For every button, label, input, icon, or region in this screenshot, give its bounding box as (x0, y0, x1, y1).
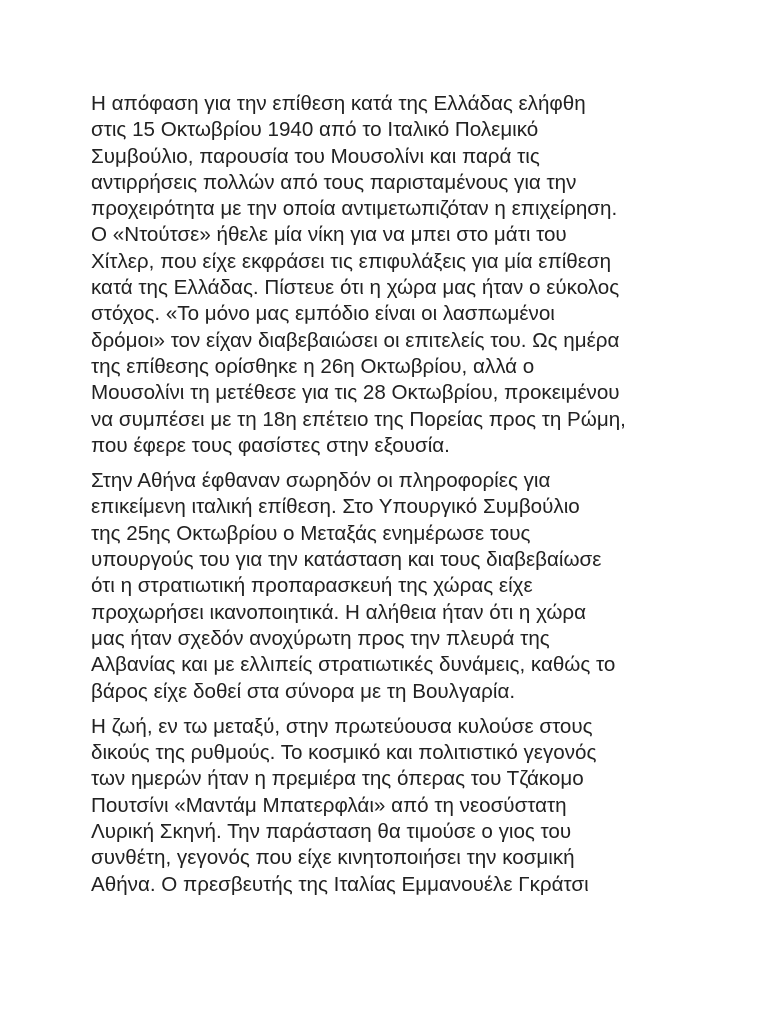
text-line: συνθέτη, γεγονός που είχε κινητοποιήσει την κοσμική (91, 846, 575, 870)
text-line: Η ζωή, εν τω μεταξύ, στην πρωτεύουσα κυλούσε στους (91, 714, 593, 738)
text-line: της επίθεσης ορίσθηκε η 26η Οκτωβρίου, αλλά ο (91, 354, 535, 378)
text-line: υπουργούς του για την κατάσταση και τους διαβεβαίωσε (91, 548, 602, 572)
text-line: Στην Αθήνα έφθαναν σωρηδόν οι πληροφορίες για (91, 469, 551, 493)
text-line: Χίτλερ, που είχε εκφράσει τις επιφυλάξεις για μία επίθεση (91, 249, 612, 273)
text-line: Μουσολίνι τη μετέθεσε για τις 28 Οκτωβρίου, προκειμένου (91, 381, 620, 405)
text-line: αντιρρήσεις πολλών από τους παρισταμένους για την (91, 170, 577, 194)
text-line: προχειρότητα με την οποία αντιμετωπιζόταν η επιχείρηση. (91, 197, 618, 221)
text-line: δικούς της ρυθμούς. Το κοσμικό και πολιτιστικό γεγονός (91, 741, 597, 765)
text-line: βάρος είχε δοθεί στα σύνορα με τη Βουλγαρία. (91, 679, 516, 703)
text-line: δρόμοι» τον είχαν διαβεβαιώσει οι επιτελείς του. Ως ημέρα (91, 328, 620, 352)
paragraph-1 (91, 91, 691, 459)
text-line: Αλβανίας και με ελλιπείς στρατιωτικές δυνάμεις, καθώς το (91, 653, 616, 677)
text-line: επικείμενη ιταλική επίθεση. Στο Υπουργικό Συμβούλιο (91, 495, 580, 519)
text-line: των ημερών ήταν η πρεμιέρα της όπερας του Τζάκομο (91, 767, 584, 791)
text-line: να συμπέσει με τη 18η επέτειο της Πορείας προς τη Ρώμη, (91, 407, 626, 431)
document-page (91, 91, 691, 898)
text-line: στις 15 Οκτωβρίου 1940 από το Ιταλικό Πολεμικό (91, 118, 539, 142)
paragraph-3 (91, 714, 691, 898)
paragraph-2 (91, 468, 691, 705)
text-line: μας ήταν σχεδόν ανοχύρωτη προς την πλευρά της (91, 626, 550, 650)
text-line: της 25ης Οκτωβρίου ο Μεταξάς ενημέρωσε τους (91, 521, 531, 545)
text-line: Ο «Ντούτσε» ήθελε μία νίκη για να μπει στο μάτι του (91, 223, 567, 247)
text-line: Αθήνα. Ο πρεσβευτής της Ιταλίας Εμμανουέλε Γκράτσι (91, 872, 589, 896)
text-line: κατά της Ελλάδας. Πίστευε ότι η χώρα μας ήταν ο εύκολος (91, 276, 620, 300)
text-line: στόχος. «Το μόνο μας εμπόδιο είναι οι λασπωμένοι (91, 302, 555, 326)
text-line: Λυρική Σκηνή. Την παράσταση θα τιμούσε ο γιος του (91, 820, 572, 844)
text-line: Πουτσίνι «Μαντάμ Μπατερφλάι» από τη νεοσύστατη (91, 793, 567, 817)
text-line: ότι η στρατιωτική προπαρασκευή της χώρας είχε (91, 574, 533, 598)
text-line: Η απόφαση για την επίθεση κατά της Ελλάδας ελήφθη (91, 92, 586, 115)
text-line: που έφερε τους φασίστες στην εξουσία. (91, 433, 450, 457)
text-line: προχωρήσει ικανοποιητικά. Η αλήθεια ήταν ότι η χώρα (91, 600, 587, 624)
text-line: Συμβούλιο, παρουσία του Μουσολίνι και παρά τις (91, 144, 540, 168)
